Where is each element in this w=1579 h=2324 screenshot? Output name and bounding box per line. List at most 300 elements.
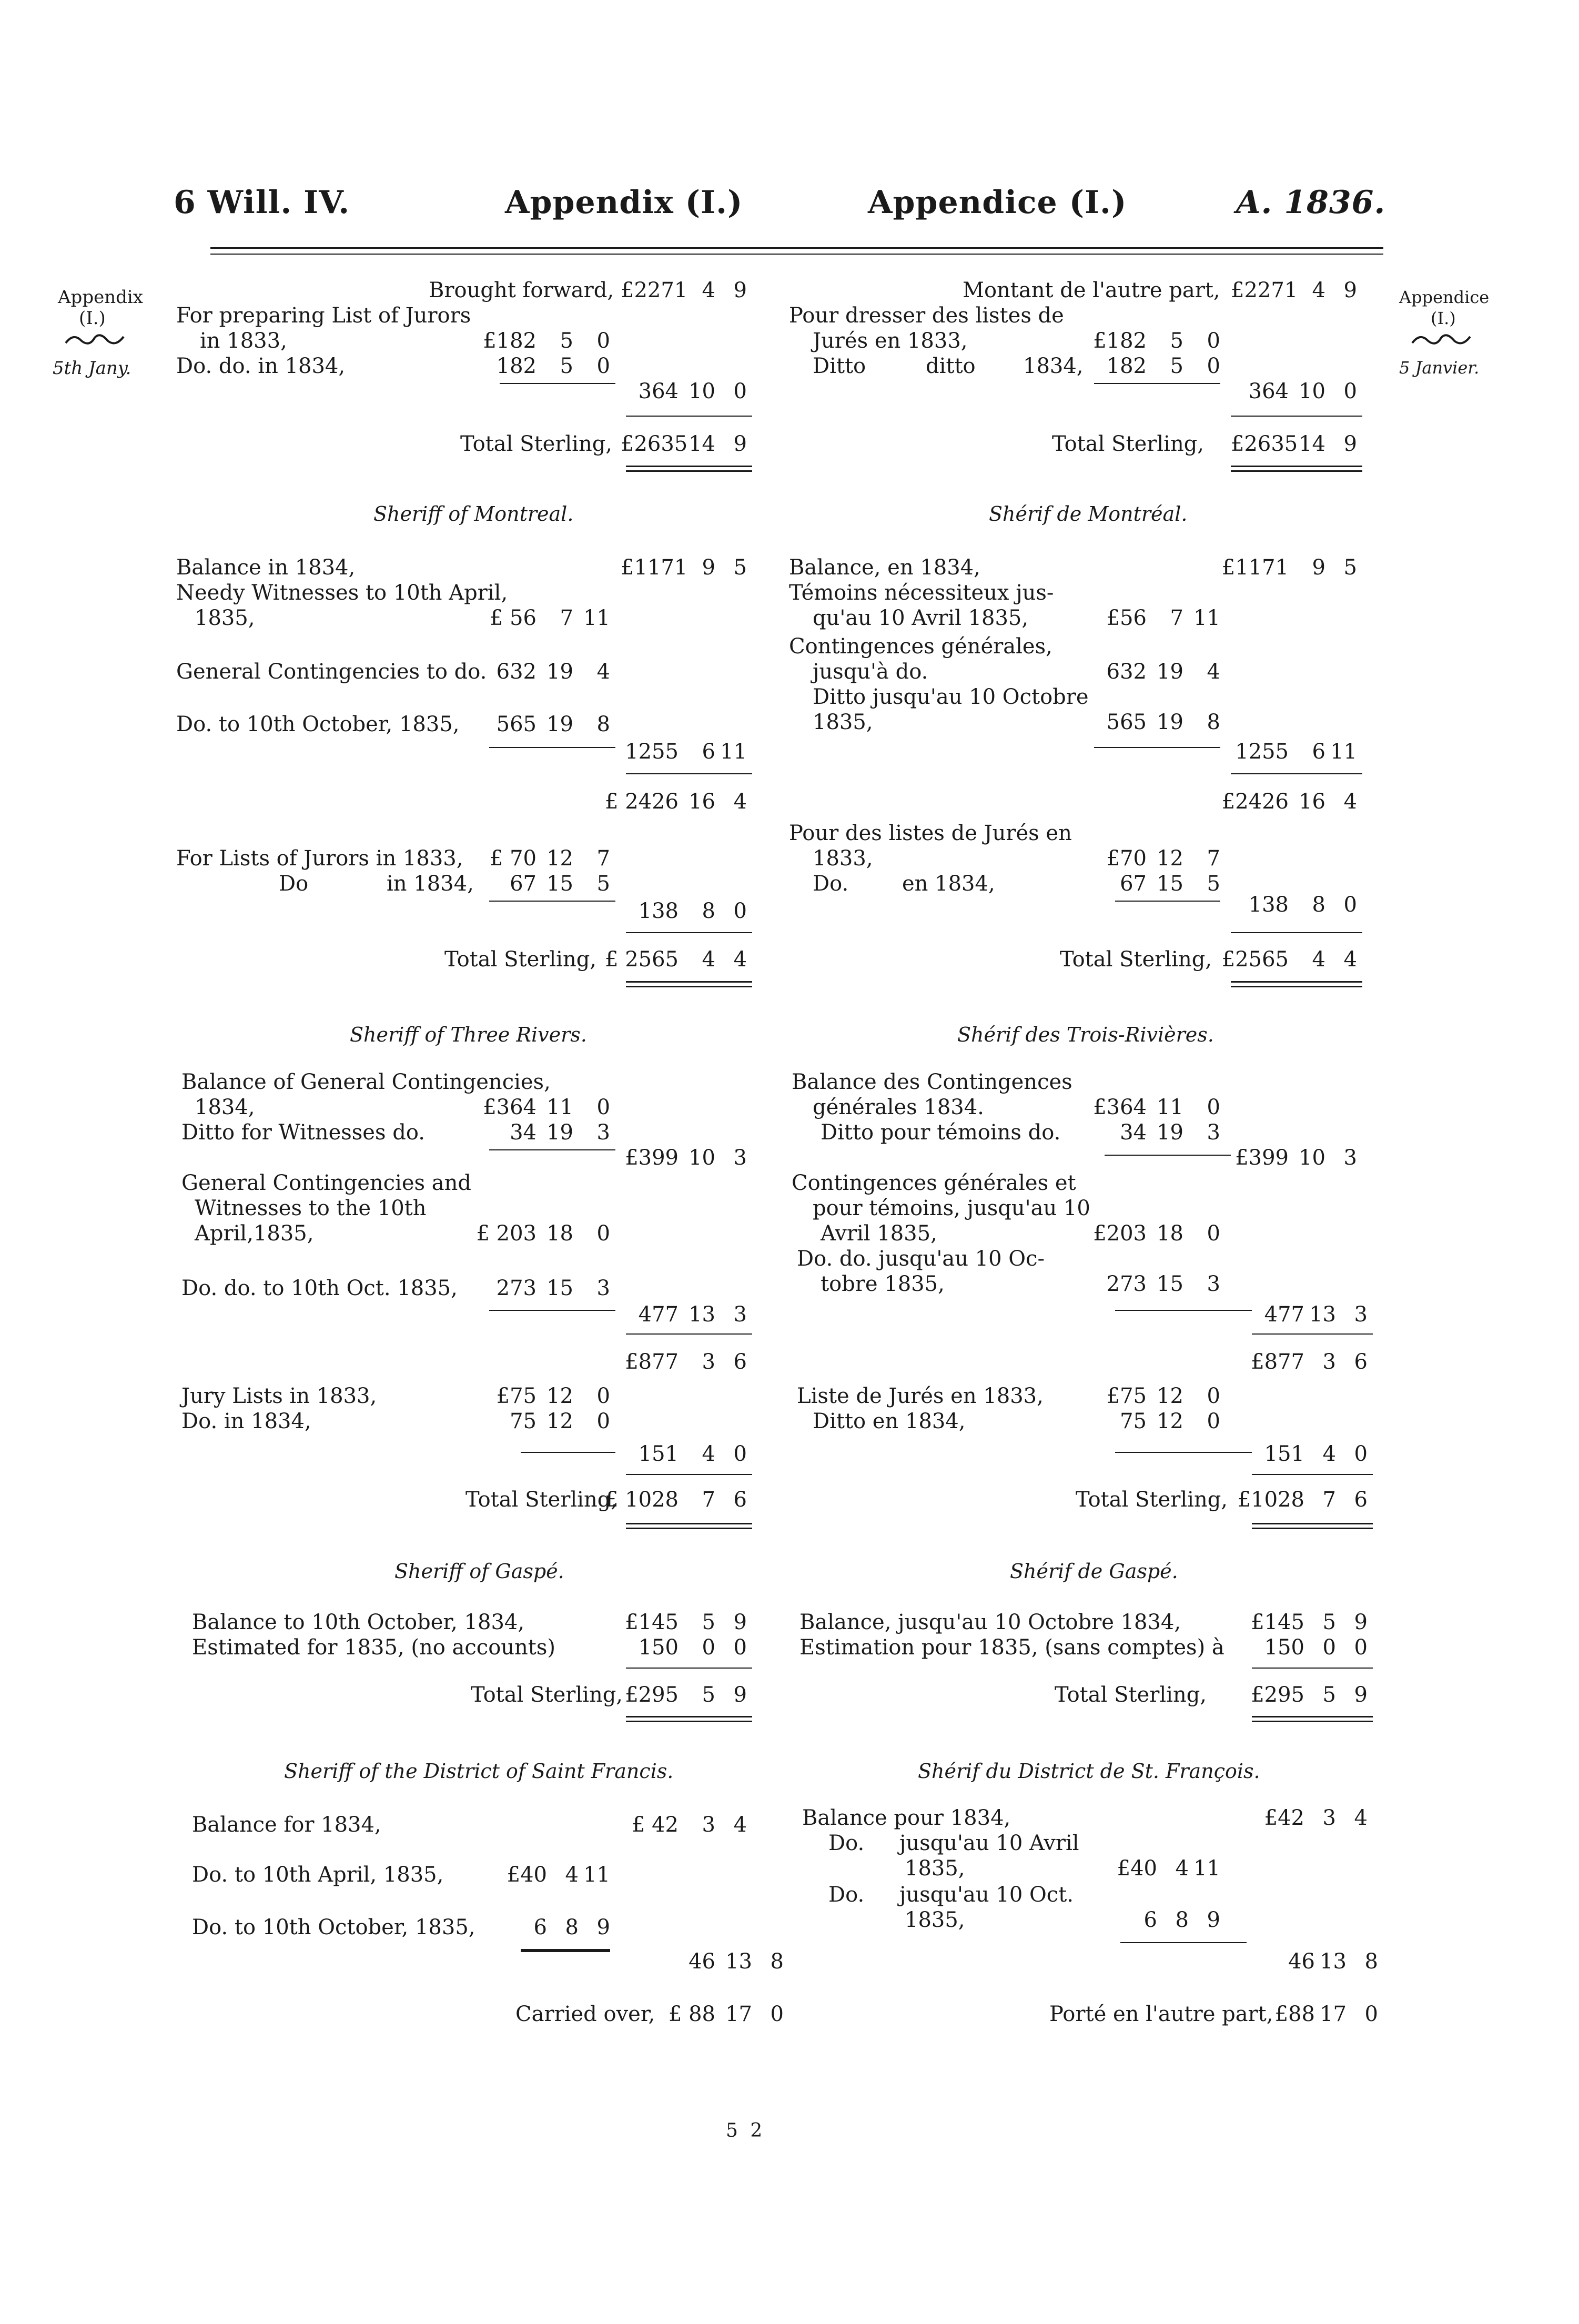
fr-montreal-temoins-label-2: qu'au 10 Avril 1835, bbox=[813, 606, 1029, 630]
fr-montreal-total-pence: 4 bbox=[1343, 947, 1357, 972]
three-rivers-subtotal-rule bbox=[626, 1333, 752, 1335]
three-rivers-general-label-2: Witnesses to the 10th bbox=[195, 1196, 427, 1220]
margin-appendice-number-right: (I.) bbox=[1431, 308, 1456, 328]
fr-tr-sum2-pence: 3 bbox=[1354, 1302, 1368, 1327]
flourish-icon bbox=[1410, 331, 1473, 347]
fr-montreal-listes-sum-pence: 0 bbox=[1343, 893, 1357, 917]
fr-montreal-sum-pounds: 1255 bbox=[1235, 740, 1289, 764]
three-rivers-jury-subrule bbox=[521, 1452, 615, 1453]
total-rule bbox=[626, 416, 752, 417]
three-rivers-sum2-shillings: 13 bbox=[689, 1302, 715, 1327]
fr-tr-balance-shillings: 11 bbox=[1157, 1095, 1183, 1119]
montreal-balance-pounds: £1171 bbox=[621, 555, 688, 580]
fr-tr-sum1-pounds: £399 bbox=[1235, 1146, 1289, 1170]
three-rivers-balance-pounds: £364 bbox=[483, 1095, 537, 1119]
fr-montreal-total-label: Total Sterling, bbox=[1060, 947, 1212, 972]
jurors-subrule bbox=[500, 383, 615, 384]
fr-montreal-balance-pence: 5 bbox=[1343, 555, 1357, 580]
gaspe-estimate-pounds: 150 bbox=[638, 1635, 679, 1660]
montreal-lists-1834-do: Do bbox=[279, 872, 309, 896]
fr-stf-sum-pounds: 46 bbox=[1288, 1949, 1315, 1974]
montreal-lists-1833-pounds: £ 70 bbox=[489, 846, 537, 871]
montreal-october-label: Do. to 10th October, 1835, bbox=[176, 712, 460, 736]
montreal-lists-sum-pounds: 138 bbox=[638, 899, 679, 923]
fr-tr-subtotal-pence: 6 bbox=[1354, 1350, 1368, 1374]
fr-jurors-sum-pounds: 364 bbox=[1248, 379, 1289, 403]
fr-stf-april-pence: 11 bbox=[1193, 1856, 1220, 1881]
three-rivers-jury-1833-shillings: 12 bbox=[546, 1384, 573, 1408]
three-rivers-jury-1834-pounds: 75 bbox=[510, 1409, 537, 1433]
fr-montreal-subtotal-pence: 4 bbox=[1343, 790, 1357, 814]
gaspe-total-pounds: £295 bbox=[625, 1683, 679, 1707]
jurors-1833-pence: 0 bbox=[596, 329, 610, 353]
gaspe-total-pence: 9 bbox=[733, 1683, 747, 1707]
gaspe-estimate-label: Estimated for 1835, (no accounts) bbox=[192, 1635, 556, 1660]
carried-over-pounds: £ 88 bbox=[668, 2002, 715, 2026]
fr-gaspe-total-rule bbox=[1252, 1668, 1373, 1669]
montreal-total-shillings: 4 bbox=[702, 947, 715, 972]
fr-tr-ditto-label: Ditto pour témoins do. bbox=[821, 1120, 1061, 1145]
st-francis-october-pence: 9 bbox=[596, 1915, 610, 1939]
fr-gaspe-estimation-pounds: 150 bbox=[1264, 1635, 1304, 1660]
fr-total1-shillings: 14 bbox=[1299, 432, 1325, 456]
montreal-lists-subrule bbox=[489, 901, 615, 902]
st-francis-april-pence: 11 bbox=[583, 1863, 610, 1887]
montreal-total-double-rule bbox=[626, 981, 752, 987]
montreal-october-shillings: 19 bbox=[546, 712, 573, 736]
fr-tr-subtotal-pounds: £877 bbox=[1251, 1350, 1304, 1374]
fr-gaspe-total-label: Total Sterling, bbox=[1055, 1683, 1207, 1707]
three-rivers-jury-1833-label: Jury Lists in 1833, bbox=[181, 1384, 377, 1408]
section-title-montreal: Sheriff of Montreal. bbox=[373, 502, 574, 526]
fr-montreal-listes-1833: 1833, bbox=[813, 846, 873, 871]
fr-section-title-montreal: Shérif de Montréal. bbox=[989, 502, 1188, 526]
montreal-general-label: General Contingencies to do. bbox=[176, 660, 487, 684]
three-rivers-general-label-3: April,1835, bbox=[195, 1221, 314, 1246]
fr-jurors-1834-pence: 0 bbox=[1207, 354, 1220, 378]
montreal-subtotal-shillings: 16 bbox=[689, 790, 715, 814]
margin-appendix-number-left: (I.) bbox=[79, 308, 106, 329]
fr-montreal-listes-1834-pounds: 67 bbox=[1120, 872, 1147, 896]
fr-jurors-1833-label: Jurés en 1833, bbox=[813, 329, 968, 353]
jurors-label: For preparing List of Jurors bbox=[176, 304, 471, 328]
fr-tr-liste-1834-pounds: 75 bbox=[1120, 1409, 1147, 1433]
fr-stf-october-pounds: 6 bbox=[1143, 1908, 1157, 1932]
section-title-saint-francis: Sheriff of the District of Saint Francis. bbox=[284, 1760, 674, 1783]
montreal-subtotal-pounds: £ 2426 bbox=[605, 790, 679, 814]
st-francis-april-label: Do. to 10th April, 1835, bbox=[192, 1863, 444, 1887]
fr-tr-contingences-label-3: Avril 1835, bbox=[821, 1221, 937, 1246]
fr-tr-liste-sum-shillings: 4 bbox=[1322, 1442, 1336, 1466]
fr-section-title-gaspe: Shérif de Gaspé. bbox=[1010, 1560, 1178, 1583]
montreal-lists-1833-shillings: 12 bbox=[546, 846, 573, 871]
fr-montreal-temoins-label: Témoins nécessiteux jus- bbox=[789, 581, 1054, 605]
fr-gaspe-estimation-shillings: 0 bbox=[1322, 1635, 1336, 1660]
montreal-lists-1833-label: For Lists of Jurors in 1833, bbox=[176, 846, 463, 871]
fr-stf-october-pence: 9 bbox=[1207, 1908, 1220, 1932]
fr-montreal-listes-sum-pounds: 138 bbox=[1248, 893, 1289, 917]
montreal-lists-1833-pence: 7 bbox=[596, 846, 610, 871]
gaspe-total-label: Total Sterling, bbox=[471, 1683, 623, 1707]
st-francis-subrule bbox=[521, 1949, 610, 1952]
three-rivers-october-pounds: 273 bbox=[496, 1276, 537, 1300]
margin-date-left: 5th Jany. bbox=[53, 358, 131, 379]
brought-forward-pence: 9 bbox=[733, 278, 747, 302]
fr-tr-liste-subrule bbox=[1115, 1452, 1252, 1453]
three-rivers-sum1-pounds: £399 bbox=[625, 1146, 679, 1170]
fr-stf-april-do: Do. bbox=[828, 1831, 865, 1855]
montreal-total-label: Total Sterling, bbox=[444, 947, 597, 972]
jurors-label-year: in 1833, bbox=[200, 329, 287, 353]
porte-autre-part-pounds: £88 bbox=[1274, 2002, 1315, 2026]
montreal-balance-pence: 5 bbox=[733, 555, 747, 580]
montreal-needy-pence: 11 bbox=[583, 606, 610, 630]
three-rivers-october-pence: 3 bbox=[596, 1276, 610, 1300]
fr-stf-balance-pounds: £42 bbox=[1264, 1806, 1304, 1830]
three-rivers-general-shillings: 18 bbox=[546, 1221, 573, 1246]
fr-montreal-temoins-shillings: 7 bbox=[1170, 606, 1183, 630]
montreal-general-pence: 4 bbox=[596, 660, 610, 684]
gaspe-estimate-shillings: 0 bbox=[702, 1635, 715, 1660]
fr-section-title-st-francois: Shérif du District de St. François. bbox=[918, 1760, 1260, 1783]
montreal-general-pounds: 632 bbox=[496, 660, 537, 684]
montreal-lists-1834-label: in 1834, bbox=[387, 872, 474, 896]
fr-tr-contingences-label: Contingences générales et bbox=[792, 1171, 1076, 1195]
fr-montreal-ditto-pence: 8 bbox=[1207, 710, 1220, 734]
fr-montreal-ditto-shillings: 19 bbox=[1157, 710, 1183, 734]
fr-tr-subrule-2 bbox=[1115, 1310, 1252, 1311]
three-rivers-subrule-2 bbox=[489, 1310, 615, 1311]
gaspe-total-shillings: 5 bbox=[702, 1683, 715, 1707]
st-francis-april-pounds: £40 bbox=[507, 1863, 547, 1887]
montreal-october-pence: 8 bbox=[596, 712, 610, 736]
running-head-appendix-fr: Appendice (I.) bbox=[868, 184, 1127, 221]
running-head-regnal-year: 6 Will. IV. bbox=[174, 184, 350, 221]
porte-autre-part-shillings: 17 bbox=[1320, 2002, 1347, 2026]
fr-stf-sum-pence: 8 bbox=[1364, 1949, 1378, 1974]
carried-over-shillings: 17 bbox=[725, 2002, 752, 2026]
fr-stf-april-year: 1835, bbox=[905, 1856, 965, 1881]
three-rivers-sum2-pence: 3 bbox=[733, 1302, 747, 1327]
fr-tr-october-label-2: tobre 1835, bbox=[821, 1272, 945, 1296]
three-rivers-total-pence: 6 bbox=[733, 1488, 747, 1512]
fr-tr-subrule-1 bbox=[1105, 1155, 1231, 1156]
fr-stf-balance-label: Balance pour 1834, bbox=[802, 1806, 1011, 1830]
montreal-lists-sum-shillings: 8 bbox=[702, 899, 715, 923]
fr-stf-october-label: jusqu'au 10 Oct. bbox=[899, 1883, 1074, 1907]
fr-gaspe-total-pounds: £295 bbox=[1251, 1683, 1304, 1707]
fr-tr-liste-sum-pounds: 151 bbox=[1264, 1442, 1304, 1466]
montreal-balance-shillings: 9 bbox=[702, 555, 715, 580]
fr-montreal-listes-1833-pounds: £70 bbox=[1106, 846, 1147, 871]
gaspe-total-double-rule bbox=[626, 1716, 752, 1722]
fr-tr-total-pence: 6 bbox=[1354, 1488, 1368, 1512]
montant-autre-part-label: Montant de l'autre part, bbox=[963, 278, 1220, 302]
fr-montreal-balance-shillings: 9 bbox=[1312, 555, 1325, 580]
montreal-lists-sum-pence: 0 bbox=[733, 899, 747, 923]
three-rivers-total-pounds: £ 1028 bbox=[605, 1488, 679, 1512]
total1-pence: 9 bbox=[733, 432, 747, 456]
st-francis-sum-pounds: 46 bbox=[689, 1949, 715, 1974]
st-francis-april-shillings: 4 bbox=[565, 1863, 579, 1887]
three-rivers-balance-year: 1834, bbox=[195, 1095, 255, 1119]
total1-label: Total Sterling, bbox=[460, 432, 613, 456]
section-title-gaspe: Sheriff of Gaspé. bbox=[394, 1560, 564, 1583]
fr-tr-liste-1834-label: Ditto en 1834, bbox=[813, 1409, 966, 1433]
st-francis-balance-pounds: £ 42 bbox=[631, 1813, 679, 1837]
fr-stf-subrule bbox=[1120, 1942, 1247, 1943]
fr-stf-october-shillings: 8 bbox=[1175, 1908, 1189, 1932]
three-rivers-subtotal-pounds: £877 bbox=[625, 1350, 679, 1374]
three-rivers-general-label: General Contingencies and bbox=[181, 1171, 471, 1195]
fr-tr-liste-1833-pence: 0 bbox=[1207, 1384, 1220, 1408]
three-rivers-sum1-shillings: 10 bbox=[689, 1146, 715, 1170]
fr-montreal-subtotal-pounds: £2426 bbox=[1221, 790, 1289, 814]
gaspe-balance-pence: 9 bbox=[733, 1610, 747, 1634]
three-rivers-subtotal-pence: 6 bbox=[733, 1350, 747, 1374]
fr-stf-october-year: 1835, bbox=[905, 1908, 965, 1932]
fr-montreal-subtotal-rule bbox=[1231, 773, 1362, 774]
fr-tr-total-rule bbox=[1252, 1474, 1373, 1475]
brought-forward-pounds: £2271 bbox=[621, 278, 688, 302]
fr-montreal-total-pounds: £2565 bbox=[1221, 947, 1289, 972]
three-rivers-general-pence: 0 bbox=[596, 1221, 610, 1246]
fr-tr-subtotal-shillings: 3 bbox=[1322, 1350, 1336, 1374]
page-signature-mark: 5 2 bbox=[726, 2120, 766, 2141]
montreal-october-pounds: 565 bbox=[496, 712, 537, 736]
fr-section-title-trois-rivieres: Shérif des Trois-Rivières. bbox=[957, 1023, 1214, 1046]
fr-montreal-total-double-rule bbox=[1231, 981, 1362, 987]
three-rivers-ditto-pounds: 34 bbox=[510, 1120, 537, 1145]
fr-tr-october-label: Do. do. jusqu'au 10 Oc- bbox=[797, 1247, 1045, 1271]
montreal-lists-1834-shillings: 15 bbox=[546, 872, 573, 896]
porte-autre-part-pence: 0 bbox=[1364, 2002, 1378, 2026]
fr-tr-liste-1834-pence: 0 bbox=[1207, 1409, 1220, 1433]
fr-montreal-balance-label: Balance, en 1834, bbox=[789, 555, 980, 580]
fr-jurors-sum-pence: 0 bbox=[1343, 379, 1357, 403]
st-francis-sum-shillings: 13 bbox=[725, 1949, 752, 1974]
jurors-1834-pounds: 182 bbox=[496, 354, 537, 378]
fr-total1-double-rule bbox=[1231, 466, 1362, 472]
three-rivers-balance-label: Balance of General Contingencies, bbox=[181, 1070, 551, 1094]
fr-montreal-contingences-shillings: 19 bbox=[1157, 660, 1183, 684]
montreal-balance-label: Balance in 1834, bbox=[176, 555, 356, 580]
three-rivers-jury-sum-shillings: 4 bbox=[702, 1442, 715, 1466]
fr-jurors-1833-shillings: 5 bbox=[1170, 329, 1183, 353]
fr-tr-balance-label-2: générales 1834. bbox=[813, 1095, 984, 1119]
three-rivers-jury-sum-pounds: 151 bbox=[638, 1442, 679, 1466]
montreal-lists-1834-pence: 5 bbox=[596, 872, 610, 896]
fr-montreal-ditto-pounds: 565 bbox=[1106, 710, 1147, 734]
fr-montreal-total-rule bbox=[1231, 932, 1362, 933]
gaspe-estimate-pence: 0 bbox=[733, 1635, 747, 1660]
fr-stf-sum-shillings: 13 bbox=[1320, 1949, 1347, 1974]
three-rivers-october-label: Do. do. to 10th Oct. 1835, bbox=[181, 1276, 458, 1300]
margin-appendix-left: Appendix bbox=[58, 287, 143, 308]
fr-tr-total-pounds: £1028 bbox=[1237, 1488, 1304, 1512]
three-rivers-general-pounds: £ 203 bbox=[476, 1221, 537, 1246]
montreal-sum-pence: 11 bbox=[720, 740, 747, 764]
margin-appendice-right: Appendice bbox=[1399, 287, 1490, 307]
three-rivers-total-shillings: 7 bbox=[702, 1488, 715, 1512]
jurors-sum-pounds: 364 bbox=[638, 379, 679, 403]
fr-jurors-1834-ditto: Ditto bbox=[813, 354, 866, 378]
montant-autre-part-pence: 9 bbox=[1343, 278, 1357, 302]
fr-gaspe-balance-label: Balance, jusqu'au 10 Octobre 1834, bbox=[799, 1610, 1181, 1634]
fr-tr-october-pounds: 273 bbox=[1106, 1272, 1147, 1296]
st-francis-october-label: Do. to 10th October, 1835, bbox=[192, 1915, 475, 1939]
jurors-1834-label: Do. do. in 1834, bbox=[176, 354, 346, 378]
total1-pounds: £2635 bbox=[621, 432, 688, 456]
montant-autre-part-pounds: £2271 bbox=[1231, 278, 1298, 302]
total1-double-rule bbox=[626, 466, 752, 472]
fr-tr-sum2-pounds: 477 bbox=[1264, 1302, 1304, 1327]
three-rivers-jury-sum-pence: 0 bbox=[733, 1442, 747, 1466]
fr-tr-total-shillings: 7 bbox=[1322, 1488, 1336, 1512]
fr-jurors-1833-pounds: £182 bbox=[1093, 329, 1147, 353]
three-rivers-subtotal-shillings: 3 bbox=[702, 1350, 715, 1374]
fr-montreal-balance-pounds: £1171 bbox=[1221, 555, 1289, 580]
gaspe-balance-pounds: £145 bbox=[625, 1610, 679, 1634]
montreal-total-rule bbox=[626, 932, 752, 933]
header-rule bbox=[210, 247, 1383, 249]
fr-tr-liste-1833-pounds: £75 bbox=[1106, 1384, 1147, 1408]
fr-tr-ditto-shillings: 19 bbox=[1157, 1120, 1183, 1145]
jurors-sum-pence: 0 bbox=[733, 379, 747, 403]
fr-stf-october-do: Do. bbox=[828, 1883, 865, 1907]
fr-jurors-subrule bbox=[1094, 383, 1220, 384]
three-rivers-october-shillings: 15 bbox=[546, 1276, 573, 1300]
jurors-1833-shillings: 5 bbox=[560, 329, 573, 353]
fr-jurors-label: Pour dresser des listes de bbox=[789, 304, 1064, 328]
section-title-three-rivers: Sheriff of Three Rivers. bbox=[350, 1023, 587, 1046]
fr-tr-total-label: Total Sterling, bbox=[1076, 1488, 1228, 1512]
brought-forward-label: Brought forward, bbox=[429, 278, 614, 302]
fr-tr-balance-pounds: £364 bbox=[1093, 1095, 1147, 1119]
fr-montreal-contingences-label-2: jusqu'à do. bbox=[813, 660, 928, 684]
brought-forward-shillings: 4 bbox=[702, 278, 715, 302]
montreal-sum-pounds: 1255 bbox=[625, 740, 679, 764]
fr-tr-total-double-rule bbox=[1252, 1523, 1373, 1529]
fr-tr-ditto-pence: 3 bbox=[1207, 1120, 1220, 1145]
porte-autre-part-label: Porté en l'autre part, bbox=[1049, 2002, 1273, 2026]
carried-over-label: Carried over, bbox=[515, 2002, 655, 2026]
fr-total-rule bbox=[1231, 416, 1362, 417]
montreal-total-pounds: £ 2565 bbox=[605, 947, 679, 972]
fr-tr-sum1-pence: 3 bbox=[1343, 1146, 1357, 1170]
fr-gaspe-total-double-rule bbox=[1252, 1716, 1373, 1722]
fr-stf-balance-shillings: 3 bbox=[1322, 1806, 1336, 1830]
fr-montreal-ditto-label-2: 1835, bbox=[813, 710, 873, 734]
fr-jurors-1834-year: 1834, bbox=[1023, 354, 1084, 378]
jurors-1834-shillings: 5 bbox=[560, 354, 573, 378]
fr-jurors-1833-pence: 0 bbox=[1207, 329, 1220, 353]
fr-montreal-listes-1833-shillings: 12 bbox=[1157, 846, 1183, 871]
jurors-1834-pence: 0 bbox=[596, 354, 610, 378]
fr-montreal-contingences-label: Contingences générales, bbox=[789, 634, 1052, 659]
three-rivers-jury-1834-pence: 0 bbox=[596, 1409, 610, 1433]
jurors-sum-shillings: 10 bbox=[689, 379, 715, 403]
montreal-general-shillings: 19 bbox=[546, 660, 573, 684]
st-francis-balance-pence: 4 bbox=[733, 1813, 747, 1837]
st-francis-october-shillings: 8 bbox=[565, 1915, 579, 1939]
montreal-needy-pounds: £ 56 bbox=[489, 606, 537, 630]
fr-jurors-sum-shillings: 10 bbox=[1299, 379, 1325, 403]
montreal-lists-1834-pounds: 67 bbox=[510, 872, 537, 896]
three-rivers-balance-pence: 0 bbox=[596, 1095, 610, 1119]
st-francis-balance-shillings: 3 bbox=[702, 1813, 715, 1837]
fr-jurors-1834-pounds: 182 bbox=[1106, 354, 1147, 378]
st-francis-balance-label: Balance for 1834, bbox=[192, 1813, 381, 1837]
fr-total1-label: Total Sterling, bbox=[1052, 432, 1205, 456]
fr-stf-balance-pence: 4 bbox=[1354, 1806, 1368, 1830]
fr-tr-liste-1834-shillings: 12 bbox=[1157, 1409, 1183, 1433]
fr-gaspe-total-pence: 9 bbox=[1354, 1683, 1368, 1707]
fr-montreal-subtotal-shillings: 16 bbox=[1299, 790, 1325, 814]
fr-tr-ditto-pounds: 34 bbox=[1120, 1120, 1147, 1145]
fr-montreal-listes-1834-pence: 5 bbox=[1207, 872, 1220, 896]
three-rivers-subrule-1 bbox=[489, 1149, 615, 1150]
montreal-subtotal-pence: 4 bbox=[733, 790, 747, 814]
montreal-total-pence: 4 bbox=[733, 947, 747, 972]
three-rivers-ditto-pence: 3 bbox=[596, 1120, 610, 1145]
fr-montreal-sum-shillings: 6 bbox=[1312, 740, 1325, 764]
fr-montreal-temoins-pounds: £56 bbox=[1106, 606, 1147, 630]
gaspe-total-rule bbox=[626, 1668, 752, 1669]
montant-autre-part-shillings: 4 bbox=[1312, 278, 1325, 302]
montreal-subrule bbox=[489, 747, 615, 748]
fr-tr-contingences-shillings: 18 bbox=[1157, 1221, 1183, 1246]
three-rivers-balance-shillings: 11 bbox=[546, 1095, 573, 1119]
running-head-year: A. 1836. bbox=[1236, 184, 1386, 221]
fr-montreal-ditto-label: Ditto jusqu'au 10 Octobre bbox=[813, 685, 1089, 709]
running-head-appendix-en: Appendix (I.) bbox=[505, 184, 743, 221]
fr-gaspe-estimation-label: Estimation pour 1835, (sans comptes) à bbox=[799, 1635, 1224, 1660]
fr-gaspe-total-shillings: 5 bbox=[1322, 1683, 1336, 1707]
fr-stf-april-shillings: 4 bbox=[1175, 1856, 1189, 1881]
fr-montreal-subrule bbox=[1094, 747, 1220, 748]
fr-montreal-listes-1833-pence: 7 bbox=[1207, 846, 1220, 871]
fr-montreal-listes-label: Pour des listes de Jurés en bbox=[789, 821, 1072, 845]
three-rivers-sum1-pence: 3 bbox=[733, 1146, 747, 1170]
gaspe-balance-shillings: 5 bbox=[702, 1610, 715, 1634]
fr-jurors-1834-ditto-2: ditto bbox=[926, 354, 976, 378]
three-rivers-jury-1833-pounds: £75 bbox=[496, 1384, 537, 1408]
montreal-needy-shillings: 7 bbox=[560, 606, 573, 630]
montreal-needy-label: Needy Witnesses to 10th April, bbox=[176, 581, 508, 605]
three-rivers-total-label: Total Sterling, bbox=[465, 1488, 618, 1512]
fr-montreal-listes-1834-shillings: 15 bbox=[1157, 872, 1183, 896]
fr-montreal-listes-subrule bbox=[1115, 901, 1220, 902]
fr-total1-pounds: £2635 bbox=[1231, 432, 1298, 456]
montreal-subtotal-rule bbox=[626, 773, 752, 774]
fr-tr-balance-pence: 0 bbox=[1207, 1095, 1220, 1119]
jurors-1833-pounds: £182 bbox=[483, 329, 537, 353]
fr-montreal-contingences-pence: 4 bbox=[1207, 660, 1220, 684]
fr-tr-liste-sum-pence: 0 bbox=[1354, 1442, 1368, 1466]
fr-tr-contingences-label-2: pour témoins, jusqu'au 10 bbox=[813, 1196, 1090, 1220]
header-rule-lower bbox=[210, 254, 1383, 255]
three-rivers-total-double-rule bbox=[626, 1523, 752, 1529]
fr-stf-april-pounds: £40 bbox=[1117, 1856, 1157, 1881]
fr-montreal-contingences-pounds: 632 bbox=[1106, 660, 1147, 684]
carried-over-pence: 0 bbox=[770, 2002, 784, 2026]
fr-tr-liste-1833-label: Liste de Jurés en 1833, bbox=[797, 1384, 1044, 1408]
three-rivers-ditto-label: Ditto for Witnesses do. bbox=[181, 1120, 425, 1145]
fr-jurors-1834-shillings: 5 bbox=[1170, 354, 1183, 378]
st-francis-october-pounds: 6 bbox=[533, 1915, 547, 1939]
st-francis-sum-pence: 8 bbox=[770, 1949, 784, 1974]
